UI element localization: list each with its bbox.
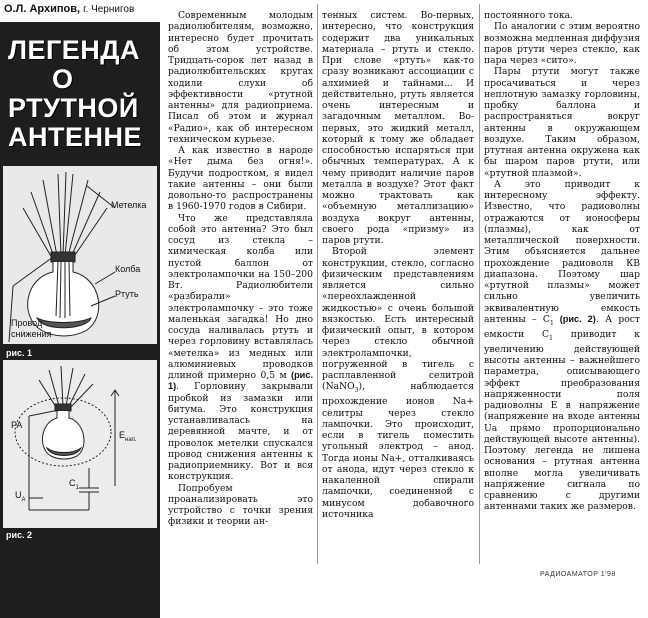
paragraph <box>484 179 640 513</box>
author-name: О.Л. Архипов, <box>4 3 81 15</box>
label-e-sub: нап. <box>125 436 137 443</box>
label-rtut: Ртуть <box>115 289 139 299</box>
label-metelka: Метелка <box>111 200 147 210</box>
title-line-1: ЛЕГЕНДА <box>8 35 141 65</box>
label-c1 <box>69 478 79 491</box>
label-kolba: Колба <box>115 264 141 274</box>
figure-2 <box>3 360 157 528</box>
subscript: 1 <box>549 334 553 342</box>
label-snizheniya: снижения <box>11 329 52 339</box>
paragraph-text: Второй элемент конструкции, стекло, согласно физическим представлениям является сильно «переохлажденной жидкостью» с очень большой вязкостью. Есть интересный физический опыт, в котором через стекло обычной электролампочки, погруженной в тигель с расплавленной селитрой (NaNO <box>322 246 474 393</box>
label-provod: Провод <box>11 318 43 328</box>
title-line-4: АНТЕННЕ <box>8 122 143 152</box>
figure-1 <box>3 166 157 344</box>
figure-ref: (рис. 2) <box>553 313 596 324</box>
paragraph: А как известно в народе «Нет дыма без огня!». Будучи подростком, я видел такие антенны – они были довольно-то распространены в 1960-1970 годов в Сибири. <box>168 145 313 213</box>
label-u-main: U <box>15 490 22 500</box>
subscript: 1 <box>549 319 554 327</box>
text-column-1 <box>168 10 313 528</box>
text-column-3 <box>484 10 640 513</box>
label-e-main: E <box>119 430 126 440</box>
paragraph <box>322 246 474 520</box>
paragraph-text: ), наблюдается прохождение ионов Na+ селитры через стекло лампочки. Это происходит, если в тигель поместить угольный электрод – анод. Тогда ионы Na+, отталкиваясь от анода, идут через стекло к накаленной спирали лампочки, соединенной с минусом добавочного источника <box>322 381 474 520</box>
paragraph-text: А это приводит к интересному эффекту. Известно, что радиоволны отражаются от ионосферы (плазмы), как от металлической поверхности. Этим объясняется дальнее прохождение радиоволн КВ диапазона. Поэтому шар «ртутной плазмы» может сильно увеличить эквивалентную емкость антенны – С <box>484 178 640 325</box>
page-footer: РАДИОАМАТОР 1'98 <box>540 571 616 578</box>
text-column-2 <box>322 10 474 520</box>
column-rule-2 <box>479 4 480 564</box>
paragraph: Современным молодым радиолюбителям, возможно, интересно будет прочитать об этом устройстве. Тридцать-сорок лет назад в радиолюбительских кругах ходили слухи об эффективности «ртутной антенны» для радиоприема. Писал об этом и журнал «Радио», как об интересном техническом курьезе. <box>168 10 313 145</box>
label-e <box>119 430 137 443</box>
paragraph: постоянного тока. <box>484 10 574 21</box>
label-c-main: C <box>69 478 76 488</box>
author-line <box>4 3 134 15</box>
title-line-2: О <box>52 64 74 94</box>
title-line-3: РТУТНОЙ <box>8 93 139 123</box>
label-pa: РА <box>11 420 23 430</box>
figure-2-caption: рис. 2 <box>6 530 33 540</box>
paragraph-text: . Горловину закрывали пробкой из замазки или битума. Это конструкция устанавливалась на деревянной мачте, и от проволок метелки спускался провод снижения антенны к радиоприемнику. Вот и вся конструкция. <box>168 381 313 483</box>
author-city: г. Чернигов <box>83 4 135 15</box>
column-rule-1 <box>317 4 318 564</box>
subscript: 3 <box>354 387 359 395</box>
label-c-sub: 1 <box>75 484 79 491</box>
article-title <box>8 36 158 152</box>
figure-1-caption: рис. 1 <box>6 348 33 358</box>
paragraph-text: приводит к увеличению действующей высоты антенны – важнейшего параметра, описывающего эффект преобразования напряженности поля радиоволны Е в напряжение (напряжение на входе антенны Uа прямо пропорционально действующей высоте антенны). Поэтому легенда не лишена основания – ртутная антенна вполне могла увеличивать напряжение сигнала по сравнению с другими антеннами таких же размеров. <box>484 328 640 513</box>
paragraph <box>168 213 313 483</box>
paragraph: Попробуем проанализировать это устройство с точки зрения физики и теории ан- <box>168 482 313 528</box>
figure-ref: (рис. 1) <box>168 370 313 392</box>
equivalent-circuit-drawing <box>3 360 157 528</box>
paragraph: Пары ртути могут также просачиваться и через неплотную замазку горловины, пробку баллона и распространяться вокруг антенны в окружающем воздухе. Таким образом, ртутная антенна окружена как бы шаром паров ртути, или «ртутной плазмой». <box>484 66 640 179</box>
label-u-sub: A <box>21 496 26 503</box>
label-ua <box>15 490 26 503</box>
paragraph: По аналогии с этим вероятно возможна медленная диффузия паров ртути через стекло, как пара через «сито». <box>484 21 640 66</box>
paragraph-text: . А рост емкости С <box>484 313 640 340</box>
byline <box>0 0 160 22</box>
paragraph-text: Что же представляла собой это антенна? Это был сосуд из стекла – химическая колба или пустой баллон от электролампочки на 150–200 Вт. Радиолюбители «разбирали» электролампочку – это тоже маленькая загадка! Но дно сосуда наливалась ртуть и через горловину вставлялась «метелка» из медных или алюминиевых проводков длиной примерно 0,5 м <box>168 212 313 381</box>
paragraph: тенных систем. Во-первых, интересно, что конструкция содержит два уникальных материала – ртуть и стекло. При слове «ртуть» как-то сразу возникают ассоциации с алхимией и тайнами... И действительно, ртуть является очень интересным и загадочным металлом. Во-первых, это жидкий металл, который к тому же обладает способностью испаряться при обычных температурах. А к чему приводит наличие паров металла в воздухе? Этот факт можно трактовать как «объемную металлизацию» воздуха вокруг антенны, своего рода «призму» из паров ртути. <box>322 10 474 246</box>
